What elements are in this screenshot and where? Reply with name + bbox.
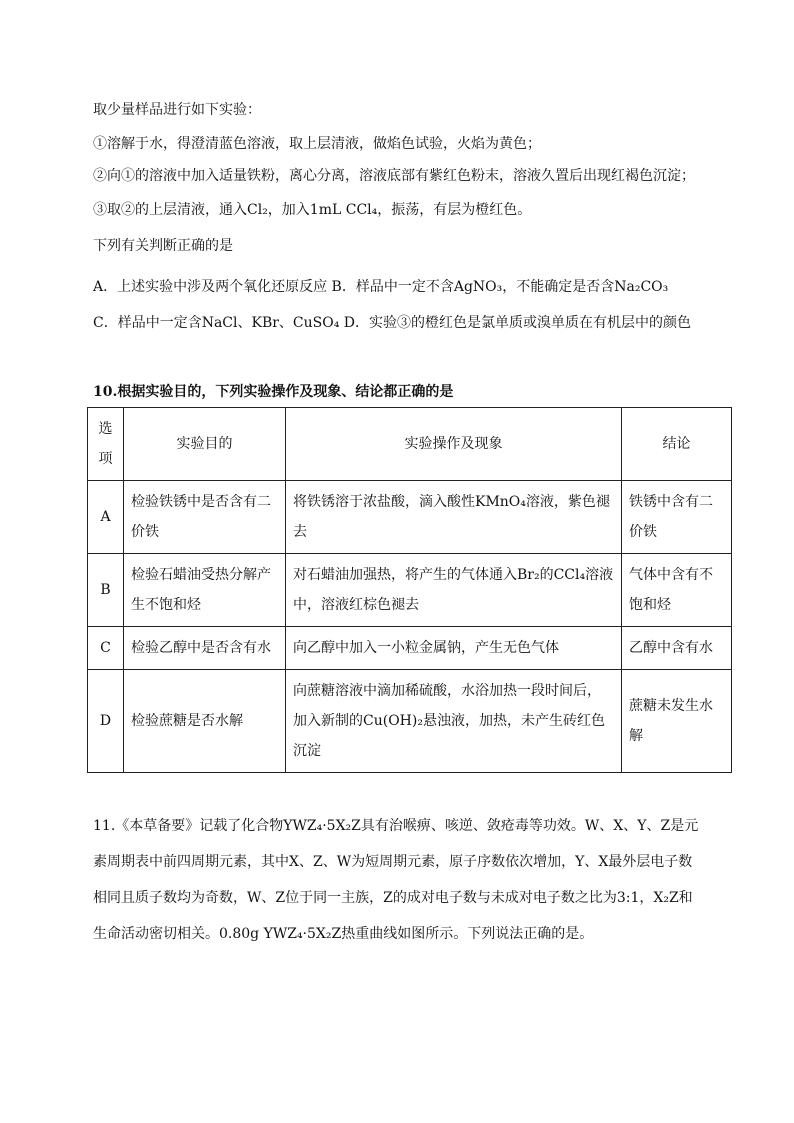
header-option: 选项: [88, 408, 124, 481]
row-conclusion: 乙醇中含有水: [622, 627, 732, 670]
question-stem: 下列有关判断正确的是: [93, 238, 233, 254]
header-conclusion: 结论: [622, 408, 732, 481]
row-goal: 检验乙醇中是否含有水: [124, 627, 286, 670]
step-1: ①溶解于水，得澄清蓝色溶液，取上层清液，做焰色试验，火焰为黄色；: [93, 136, 541, 152]
row-conclusion: 气体中含有不饱和烃: [622, 554, 732, 627]
row-operation: 对石蜡油加强热，将产生的气体通入Br₂的CCl₄溶液中，溶液红棕色褪去: [286, 554, 622, 627]
row-operation: 向乙醇中加入一小粒金属钠，产生无色气体: [286, 627, 622, 670]
step-3: ③取②的上层清液，通入Cl₂，加入1mL CCl₄，振荡，有层为橙红色。: [93, 202, 532, 218]
row-option: A: [88, 481, 124, 554]
table-row: [88, 627, 732, 670]
q11-text: 11.《本草备要》记载了化合物YWZ₄·5X₂Z具有治喉痹、咳逆、敛疮毒等功效。W、X、Y、Z是元素周期表中前四周期元素，其中X、Z、W为短周期元素，原子序数依次增加，Y、X最外层电子数相同且质子数均为奇数，W、Z位于同一主族，Z的成对电子数与未成对电子数之比为3:1，X₂Z和生命活动密切相关。0.80g YWZ₄·5X₂Z热重曲线如图所示。下列说法正确的是。: [93, 818, 699, 942]
options-row-1: A．上述实验中涉及两个氧化还原反应 B．样品中一定不含AgNO₃，不能确定是否含Na₂CO₃: [93, 279, 669, 295]
row-option: C: [88, 627, 124, 670]
row-goal: 检验蔗糖是否水解: [124, 670, 286, 773]
intro-lead: 取少量样品进行如下实验：: [93, 102, 261, 118]
step-2: ②向①的溶液中加入适量铁粉，离心分离，溶液底部有紫红色粉末，溶液久置后出现红褐色沉淀；: [93, 168, 695, 184]
row-goal: 检验铁锈中是否含有二价铁: [124, 481, 286, 554]
table-row: [88, 481, 732, 554]
table-header-row: [88, 408, 732, 481]
table-row: [88, 554, 732, 627]
options-row-2: C．样品中一定含NaCl、KBr、CuSO₄ D．实验③的橙红色是氯单质或溴单质在有机层中的颜色: [93, 315, 692, 331]
row-conclusion: 蔗糖未发生水解: [622, 670, 732, 773]
header-goal: 实验目的: [124, 408, 286, 481]
header-operation: 实验操作及现象: [286, 408, 622, 481]
row-conclusion: 铁锈中含有二价铁: [622, 481, 732, 554]
table-row: [88, 670, 732, 773]
row-operation: 将铁锈溶于浓盐酸，滴入酸性KMnO₄溶液，紫色褪去: [286, 481, 622, 554]
q10-title: 10.根据实验目的，下列实验操作及现象、结论都正确的是: [93, 384, 454, 400]
row-option: B: [88, 554, 124, 627]
row-operation: 向蔗糖溶液中滴加稀硫酸，水浴加热一段时间后，加入新制的Cu(OH)₂悬浊液，加热，未产生砖红色沉淀: [286, 670, 622, 773]
row-option: D: [88, 670, 124, 773]
experiment-table: [87, 407, 732, 773]
row-goal: 检验石蜡油受热分解产生不饱和烃: [124, 554, 286, 627]
